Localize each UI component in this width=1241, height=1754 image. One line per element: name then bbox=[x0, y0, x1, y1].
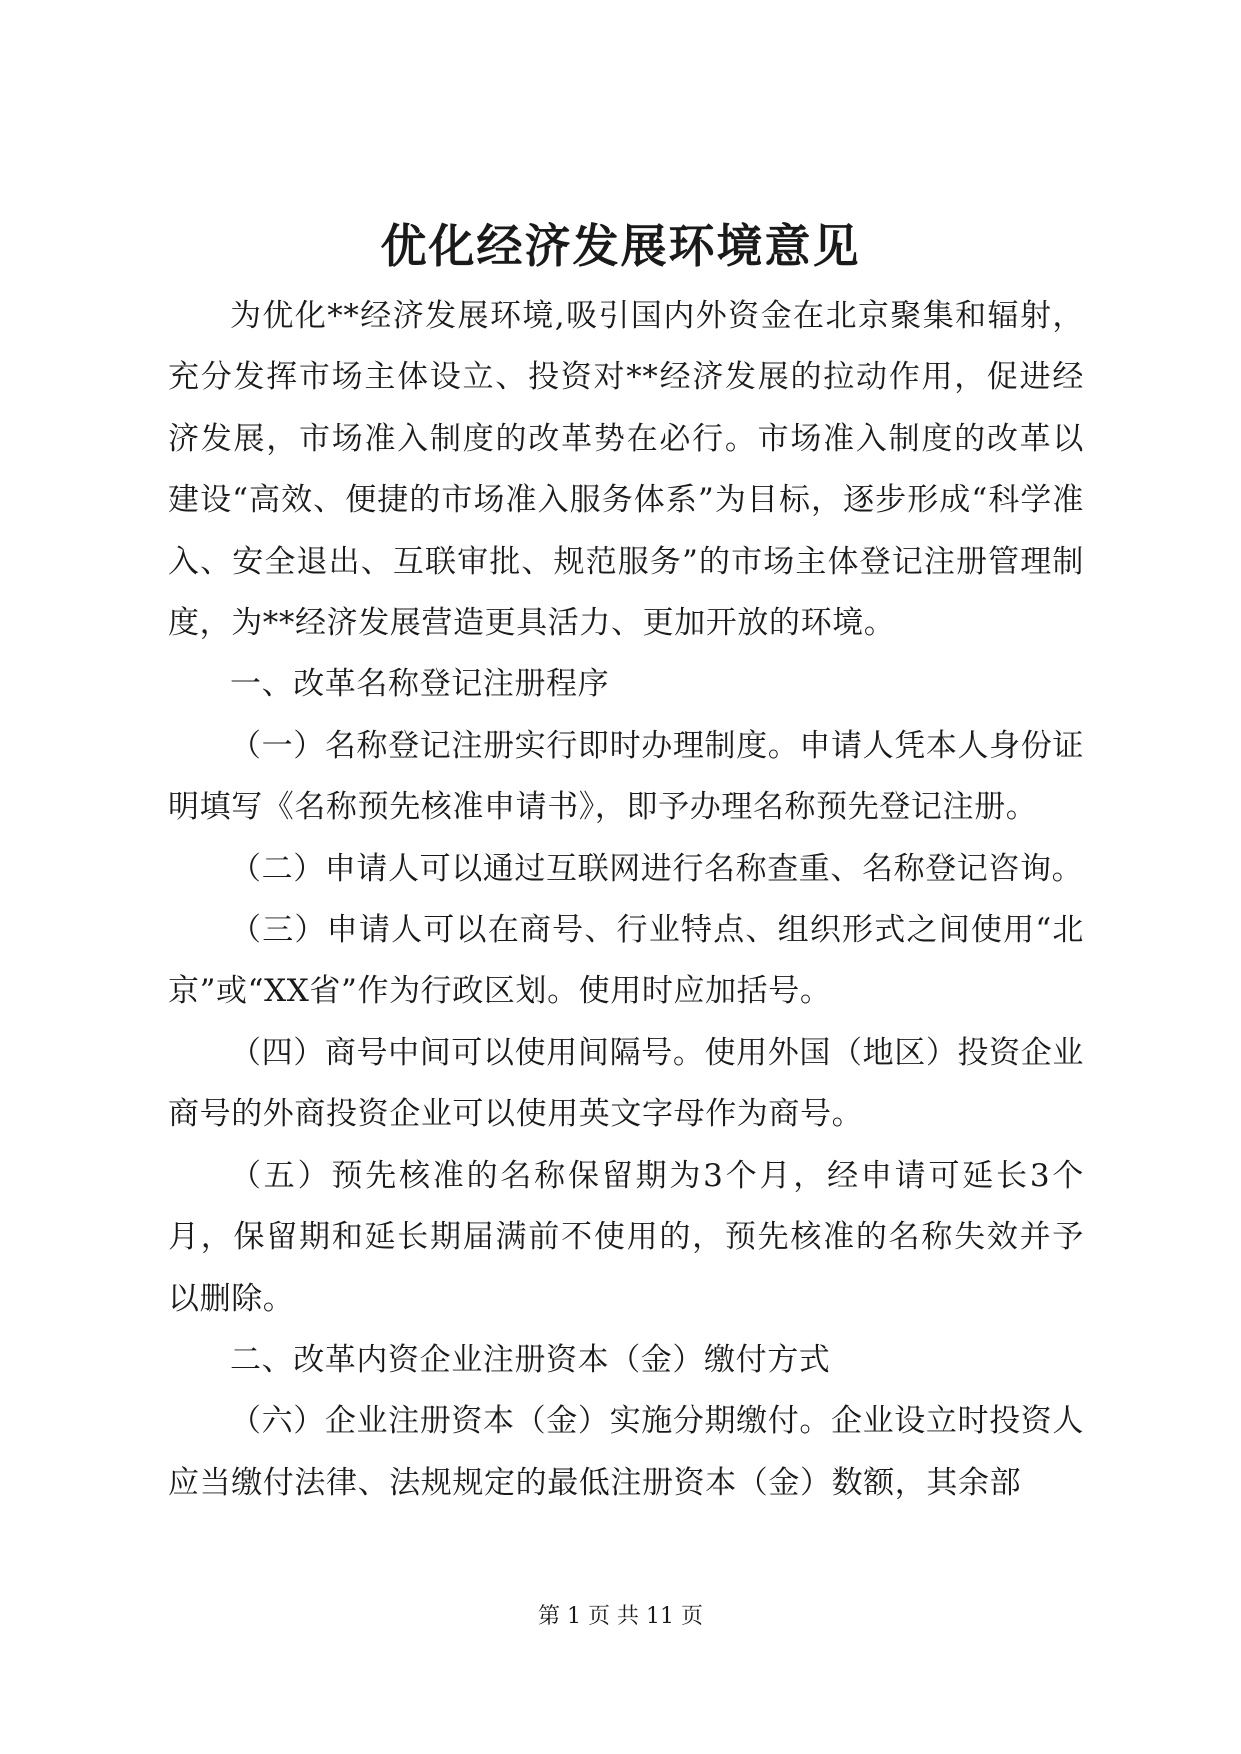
document-title: 优化经济发展环境意见 bbox=[380, 219, 861, 273]
paragraph-item-4: （四）商号中间可以使用间隔号。使用外国（地区）投资企业商号的外商投资企业可以使用英文字母作为商号。 bbox=[168, 1034, 1084, 1133]
paragraph-item-5: （五）预先核准的名称保留期为3个月，经申请可延长3个月，保留期和延长期届满前不使用的，预先核准的名称失效并予以删除。 bbox=[168, 1157, 1084, 1317]
section-heading-1: 一、改革名称登记注册程序 bbox=[230, 666, 610, 703]
paragraph-item-3: （三）申请人可以在商号、行业特点、组织形式之间使用“北京”或“XX省”作为行政区划。使用时应加括号。 bbox=[168, 912, 1084, 1010]
paragraph-item-1: （一）名称登记注册实行即时办理制度。申请人凭本人身份证明填写《名称预先核准申请书》，即予办理名称预先登记注册。 bbox=[168, 727, 1084, 826]
paragraph-item-2: （二）申请人可以通过互联网进行名称查重、名称登记咨询。 bbox=[230, 850, 1084, 887]
paragraph-item-6: （六）企业注册资本（金）实施分期缴付。企业设立时投资人应当缴付法律、法规规定的最低注册资本（金）数额，其余部 bbox=[168, 1403, 1084, 1501]
page-footer: 第 1 页 共 11 页 bbox=[538, 1604, 703, 1629]
section-heading-2: 二、改革内资企业注册资本（金）缴付方式 bbox=[230, 1341, 831, 1378]
document-body bbox=[168, 286, 1084, 1514]
paragraph-intro: 为优化**经济发展环境,吸引国内外资金在北京聚集和辐射，充分发挥市场主体设立、投资对**经济发展的拉动作用，促进经济发展，市场准入制度的改革势在必行。市场准入制度的改革以建设“高效、便捷的市场准入服务体系”为目标，逐步形成“科学准入、安全退出、互联审批、规范服务”的市场主体登记注册管理制度，为**经济发展营造更具活力、更加开放的环境。 bbox=[168, 298, 1084, 642]
